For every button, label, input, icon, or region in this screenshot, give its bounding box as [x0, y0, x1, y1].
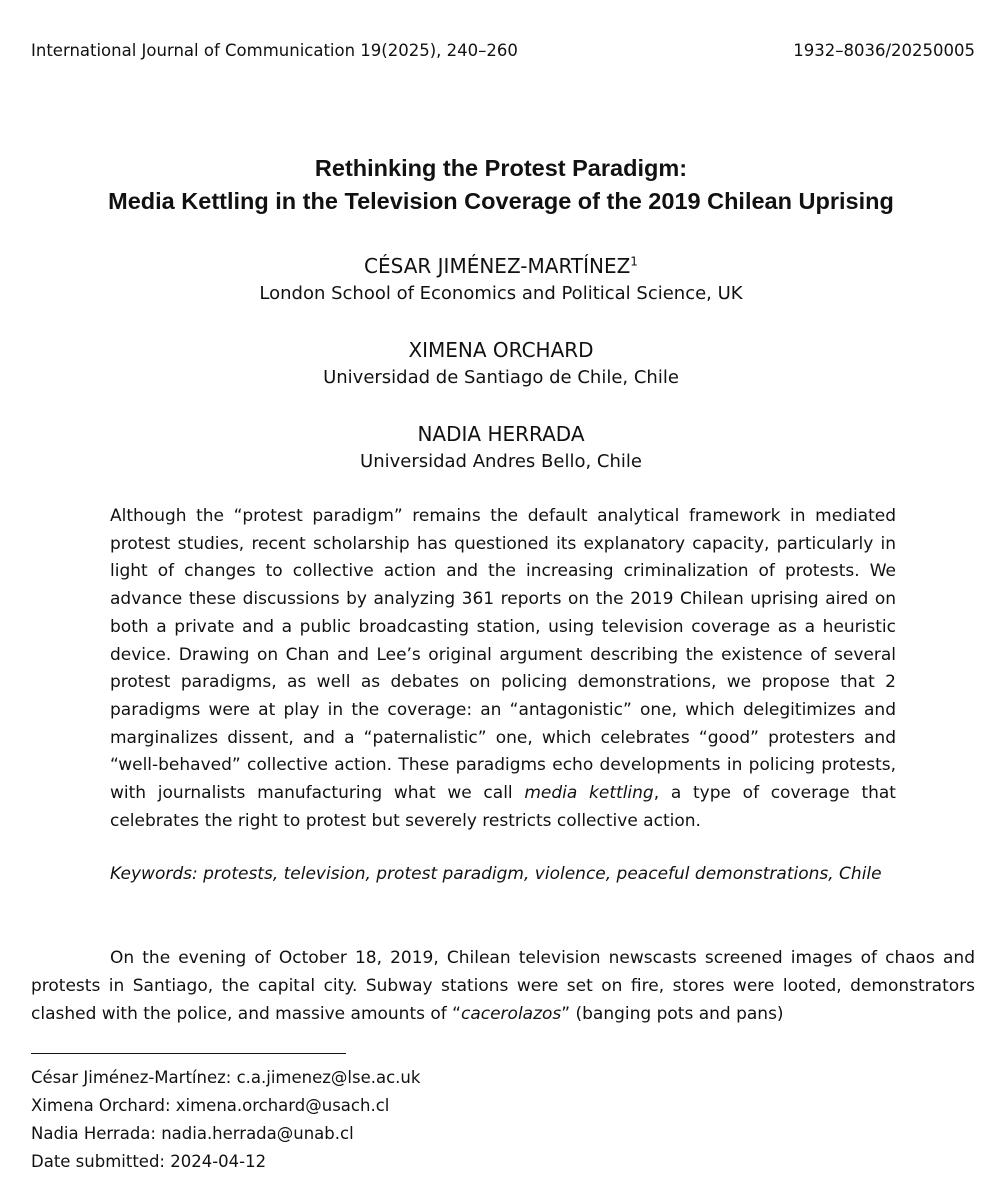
abstract-text: Although the “protest paradigm” remains the default analytical framework in mediated protest studies, recent scholarship has questioned its explanatory capacity, particularly in light of changes to collective action and the increasing criminalization of protests. We advance these discussions by analyzing 361 reports on the 2019 Chilean uprising aired on both a private and a public broadcasting station, using television coverage as a heuristic device. Drawing on Chan and Lee’s original argument describing the existence of several protest paradigms, as well as debates on policing demonstrations, we propose that 2 paradigms were at play in the coverage: an “antagonistic” one, which delegitimizes and marginalizes dissent, and a “paternalistic” one, which celebrates “good” protesters and “well-behaved” collective action. These paradigms echo developments in policing protests, with journalists manufacturing what we call	[110, 506, 896, 804]
author-1-name	[0, 253, 1002, 280]
journal-citation: International Journal of Communication 19(2025), 240–260	[31, 41, 518, 60]
footnotes	[31, 1064, 420, 1176]
keywords: Keywords: protests, television, protest paradigm, violence, peaceful demonstrations, Chile	[110, 864, 882, 884]
running-header	[31, 40, 975, 62]
body-emphasis: cacerolazos	[460, 1004, 562, 1024]
author-2	[0, 337, 1002, 391]
abstract	[110, 503, 896, 835]
body-text-end: ” (banging pots and pans)	[561, 1004, 784, 1024]
author-2-affiliation: Universidad de Santiago de Chile, Chile	[323, 367, 679, 388]
author-3-name: NADIA HERRADA	[417, 422, 585, 446]
title-line-1: Rethinking the Protest Paradigm:	[314, 155, 688, 181]
body-text: On the evening of October 18, 2019, Chilean television newscasts screened images of chaos and protests in Santiago, the capital city. Subway stations were set on fire, stores were looted, demonstrators clashed with the police, and massive amounts of “	[31, 948, 975, 1024]
author-1	[0, 253, 1002, 307]
issn-code: 1932–8036/20250005	[793, 41, 975, 60]
author-1-name-text: CÉSAR JIMÉNEZ-MARTÍNEZ	[364, 254, 631, 278]
author-2-name: XIMENA ORCHARD	[408, 338, 594, 362]
author-1-affiliation: London School of Economics and Political Science, UK	[259, 283, 743, 304]
abstract-emphasis: media kettling	[524, 783, 654, 804]
article-title	[0, 152, 1002, 218]
body-paragraph	[31, 944, 975, 1028]
footnote-item: Ximena Orchard: ximena.orchard@usach.cl	[31, 1096, 390, 1115]
footnote-item: César Jiménez-Martínez: c.a.jimenez@lse.ac.uk	[31, 1068, 421, 1087]
footnote-mark: 1	[630, 254, 638, 269]
author-3	[0, 421, 1002, 475]
author-3-affiliation: Universidad Andres Bello, Chile	[360, 451, 642, 472]
footnote-divider	[31, 1053, 346, 1054]
abstract-text-end: , a type of coverage that celebrates the right to protest but severely restricts collective action.	[110, 783, 896, 831]
footnote-item: Nadia Herrada: nadia.herrada@unab.cl	[31, 1124, 354, 1143]
title-line-2: Media Kettling in the Television Coverage of the 2019 Chilean Uprising	[108, 188, 894, 214]
footnote-item: Date submitted: 2024-04-12	[31, 1152, 267, 1171]
